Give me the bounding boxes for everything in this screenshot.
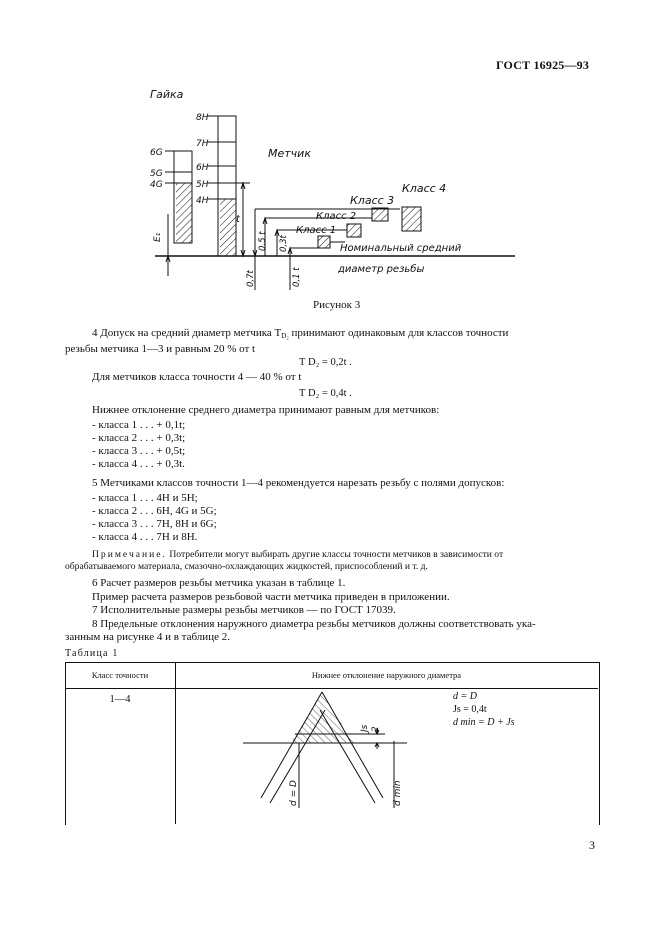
formula-1: Т D₂ = 0,2t . — [299, 357, 352, 368]
label-nominal-1: Номинальный средний — [340, 243, 462, 254]
p8-line2: занным на рисунке 4 и в таблице 2. — [65, 631, 230, 643]
list-item: - класса 4 . . . 7H и 8H. — [92, 531, 198, 543]
fig-js: Js — [360, 724, 370, 732]
standard-header: ГОСТ 16925—93 — [496, 58, 590, 72]
p7: 7 Исполнительные размеры резьбы метчиков — по ГОСТ 17039. — [92, 604, 396, 616]
p4-line3: Для метчиков класса точности 4 — 40 % от t — [92, 371, 302, 383]
class3-box — [372, 208, 388, 221]
label-nominal-2: диаметр резьбы — [338, 264, 425, 275]
list-item: - класса 1 . . . + 0,1t; — [92, 419, 186, 431]
fig-dmin: d min — [393, 780, 403, 806]
row-class: 1—4 — [109, 694, 131, 705]
page-number: 3 — [589, 838, 595, 852]
fig-dD: d = D — [289, 780, 299, 806]
p6b: Пример расчета размеров резьбовой части метчика приведен в приложении. — [92, 591, 450, 603]
figure-4-profile — [65, 688, 598, 824]
label-8H: 8H — [196, 113, 209, 123]
table-1 — [65, 662, 598, 824]
p4-line1: 4 Допуск на средний диаметр метчика $Т_{D_2}$ принимают одинаковым для классов точности — [92, 327, 509, 340]
col-class-header: Класс точности — [91, 670, 149, 680]
note-line1: Примечание. Потребители могут выбирать другие классы точности метчиков в зависимости от — [92, 549, 504, 560]
class4-box — [402, 207, 421, 231]
dim-e1: E₁ — [153, 232, 163, 242]
dim-t: t — [236, 214, 240, 225]
figure-caption: Рисунок 3 — [313, 299, 361, 311]
label-class4: Класс 4 — [402, 182, 447, 195]
list-item: - класса 3 . . . + 0,5t; — [92, 445, 186, 457]
list-item: - класса 3 . . . 7H, 8H и 6G; — [92, 518, 217, 530]
label-6G: 6G — [150, 148, 163, 158]
label-7H: 7H — [196, 139, 209, 149]
label-nut: Гайка — [150, 88, 184, 101]
list-item: - класса 1 . . . 4H и 5H; — [92, 492, 198, 504]
label-class2: Класс 2 — [316, 211, 357, 222]
p6: 6 Расчет размеров резьбы метчика указан в таблице 1. — [92, 577, 346, 589]
formula-c: d min = D + Js — [453, 717, 515, 728]
formula-b: Js = 0,4t — [453, 704, 487, 715]
table-label: Таблица 1 — [65, 648, 119, 659]
class2-box — [347, 224, 361, 237]
note-line2: обрабатываемого материала, смазочно-охлаждающих жидкостей, приспособлений и т. д. — [65, 561, 428, 572]
formula-a: d = D — [453, 691, 477, 702]
col-deviation-header: Нижнее отклонение наружного диаметра — [311, 670, 462, 680]
list-item: - класса 4 . . . + 0,3t. — [92, 458, 185, 470]
p-lower: Нижнее отклонение среднего диаметра принимают равным для метчиков: — [92, 404, 440, 416]
label-class3: Класс 3 — [350, 194, 395, 207]
formula-2: Т D₂ = 0,4t . — [299, 388, 352, 399]
dim-01t: 0,1 t — [292, 267, 302, 287]
label-tap: Метчик — [268, 147, 311, 160]
list-item: - класса 2 . . . + 0,3t; — [92, 432, 186, 444]
label-5G: 5G — [150, 169, 163, 179]
class1-box — [318, 236, 330, 248]
fig-two: 2 — [371, 726, 381, 732]
label-4H: 4H — [196, 196, 209, 206]
p8-line1: 8 Предельные отклонения наружного диаметра резьбы метчиков должны соответствовать ука- — [92, 618, 536, 630]
p5: 5 Метчиками классов точности 1—4 рекомендуется нарезать резьбу с полями допусков: — [92, 477, 505, 489]
figure-3-diagram — [0, 0, 661, 310]
dim-07t: 0,7t — [246, 270, 256, 287]
dim-03t: 0,3t — [279, 235, 289, 252]
label-5H: 5H — [196, 180, 209, 190]
p4-line2: резьбы метчика 1—3 и равным 20 % от t — [65, 343, 256, 355]
dim-05t: 0,5 t — [258, 231, 268, 251]
list-item: - класса 2 . . . 6H, 4G и 5G; — [92, 505, 217, 517]
label-4G: 4G — [150, 180, 163, 190]
label-6H: 6H — [196, 163, 209, 173]
label-class1: Класс 1 — [296, 225, 337, 236]
